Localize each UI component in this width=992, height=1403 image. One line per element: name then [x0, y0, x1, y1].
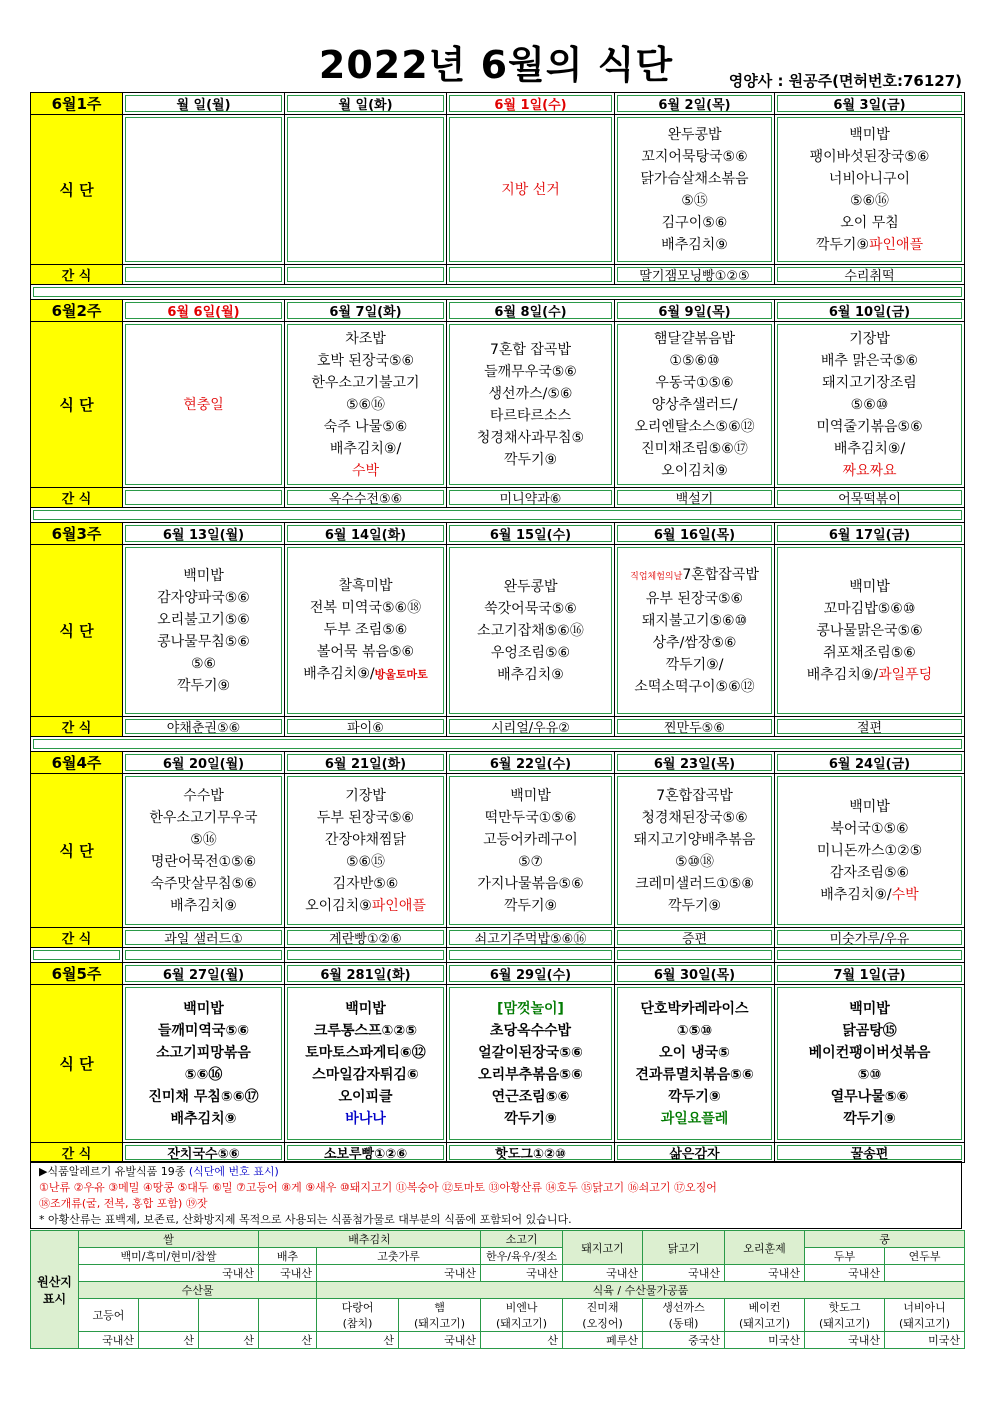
day-date: 6월 6일(월): [123, 300, 285, 322]
day-snack: 잔치국수⑤⑥: [123, 1143, 285, 1163]
menu-item: 들깨무우국⑤⑥: [484, 363, 577, 380]
menu-item: 7혼합잡곡밥: [656, 787, 733, 804]
menu-item: 바나나: [345, 1110, 386, 1127]
day-date: 6월 9일(목): [615, 300, 775, 322]
menu-item: 기장밥: [345, 787, 386, 804]
menu-item: ⑤⑥⑩: [850, 396, 889, 413]
origin-tofu2-sub: 연두부: [885, 1248, 965, 1265]
day-meal: [123, 774, 285, 928]
day-snack: 증편: [615, 928, 775, 948]
day-snack: 절편: [775, 717, 965, 737]
day-snack: 삶은감자: [615, 1143, 775, 1163]
snack-label: 간 식: [31, 265, 123, 285]
origin-bacon: 베이컨 (돼지고기): [725, 1299, 805, 1332]
menu-item: 숙주맛살무침⑤⑥: [150, 875, 257, 892]
origin-mackerel-value: 국내산: [79, 1332, 139, 1349]
day-meal: [123, 985, 285, 1143]
day-snack: 옥수수전⑤⑥: [285, 488, 447, 508]
day-date: 6월 14일(화): [285, 523, 447, 545]
origin-duck: 오리훈제: [725, 1231, 805, 1265]
menu-item: 소고기잡채⑤⑥⑯: [477, 622, 584, 639]
day-date: 6월 30일(목): [615, 963, 775, 985]
day-date: 6월 24일(금): [775, 752, 965, 774]
menu-item: 고등어카레구이: [483, 831, 578, 848]
menu-item: 김자반⑤⑥: [332, 875, 399, 892]
origin-tuna: 다랑어 (참치): [317, 1299, 399, 1332]
menu-item: 김구이⑤⑥: [661, 214, 728, 231]
day-date: 6월 15일(수): [447, 523, 615, 545]
menu-item: 쥐포채조림⑤⑥: [823, 644, 916, 661]
menu-item: 유부 된장국⑤⑥: [645, 590, 744, 607]
origin-side-label: 원산지 표시: [31, 1231, 79, 1349]
origin-pork: 돼지고기: [563, 1231, 643, 1265]
day-snack: 야채춘권⑤⑥: [123, 717, 285, 737]
week-spacer: [31, 508, 965, 523]
allergy-title-note: (식단에 번호 표시): [188, 1165, 279, 1178]
menu-item: 크루통스프①②⑤: [313, 1022, 418, 1039]
menu-item: 깍두기⑨: [503, 451, 558, 468]
menu-item: 과일요플레: [660, 1110, 729, 1127]
menu-item: 우동국①⑤⑥: [655, 374, 734, 391]
day-snack: 백설기: [615, 488, 775, 508]
day-meal: [285, 322, 447, 488]
menu-item: 오이김치⑨: [661, 462, 728, 479]
day-date: 7월 1일(금): [775, 963, 965, 985]
allergy-list-2: ⑱조개류(굴, 전복, 홍합 포함) ⑲잣: [39, 1197, 208, 1210]
meal-label: 식 단: [31, 985, 123, 1143]
menu-item: 꼬마김밥⑤⑥⑩: [823, 600, 916, 617]
menu-item: 현충일: [183, 396, 224, 413]
menu-item: 배추 맑은국⑤⑥: [820, 352, 919, 369]
origin-table: [30, 1230, 965, 1349]
day-meal: [775, 774, 965, 928]
origin-bean: 콩: [805, 1231, 965, 1248]
menu-item: 깍두기⑨: [667, 897, 722, 914]
menu-item: 콩나물무침⑤⑥: [157, 633, 250, 650]
menu-item: 한우소고기무우국: [149, 809, 258, 826]
origin-cabbage-sub: 배추: [259, 1248, 317, 1265]
menu-item: 백미밥: [183, 1000, 224, 1017]
origin-rice-value: 국내산: [79, 1265, 259, 1282]
menu-item: 직업체험의날7혼합잡곡밥: [630, 566, 759, 583]
menu-item: 완두콩밥: [503, 578, 558, 595]
menu-item: 소떡소떡구이⑤⑥⑫: [634, 678, 755, 695]
day-date: 6월 17일(금): [775, 523, 965, 545]
menu-item: 깍두기⑨: [843, 1110, 896, 1127]
meal-label: 식 단: [31, 774, 123, 928]
week-label: 6월4주: [31, 752, 123, 774]
menu-item: 오이피클: [338, 1088, 393, 1105]
week-spacer-cell: [123, 948, 285, 963]
menu-item: 들깨미역국⑤⑥: [157, 1022, 250, 1039]
menu-item: 양상추샐러드/: [651, 396, 738, 413]
day-date: 6월 1일(수): [447, 93, 615, 115]
origin-pepper-sub: 고춧가루: [317, 1248, 481, 1265]
menu-item: 북어국①⑤⑥: [830, 820, 909, 837]
day-meal: [285, 985, 447, 1143]
week-label: 6월2주: [31, 300, 123, 322]
snack-label: 간 식: [31, 488, 123, 508]
meal-label: 식 단: [31, 322, 123, 488]
origin-jinmichae-value: 페루산: [563, 1332, 643, 1349]
origin-bacon-value: 미국산: [725, 1332, 805, 1349]
day-meal: [615, 985, 775, 1143]
menu-item: 명란어묵전①⑤⑥: [150, 853, 257, 870]
week-spacer: [31, 285, 965, 300]
origin-tofu-sub: 두부: [805, 1248, 885, 1265]
day-meal: [285, 774, 447, 928]
menu-item: 차조밥: [345, 330, 386, 347]
menu-item: 백미밥: [510, 787, 551, 804]
origin-rice: 쌀: [79, 1231, 259, 1248]
day-date: 6월 7일(화): [285, 300, 447, 322]
menu-item: 7혼합 잡곡밥: [490, 341, 571, 358]
origin-seafood: 수산물: [79, 1282, 317, 1299]
menu-item: 콩나물맑은국⑤⑥: [816, 622, 923, 639]
allergy-list: ①난류 ②우유 ③메밀 ④땅콩 ⑤대두 ⑥밀 ⑦고등어 ⑧게 ⑨새우 ⑩돼지고기 ⑪복숭아 ⑫토마토 ⑬아황산류 ⑭호두 ⑮닭고기 ⑯쇠고기 ⑰오징어: [39, 1181, 717, 1194]
menu-item: ⑤⑮: [681, 192, 708, 209]
menu-item: 배추김치⑨/과일푸딩: [806, 666, 933, 683]
nutritionist-info: 영양사 : 원공주(면허번호:76127): [728, 72, 962, 90]
menu-item: 오이 냉국⑤: [659, 1044, 730, 1061]
menu-item: 백미밥: [849, 798, 890, 815]
day-meal: [447, 774, 615, 928]
day-date: 6월 22일(수): [447, 752, 615, 774]
day-snack: 어묵떡볶이: [775, 488, 965, 508]
menu-item: ①⑤⑥⑩: [669, 352, 720, 369]
origin-fishcutlet-value: 중국산: [643, 1332, 725, 1349]
day-meal: [615, 545, 775, 717]
day-date: 6월 2일(목): [615, 93, 775, 115]
day-snack: [123, 488, 285, 508]
origin-beef-sub: 한우/육우/젖소: [481, 1248, 563, 1265]
menu-item: 백미밥: [183, 567, 224, 584]
origin-processed: 식육 / 수산물가공품: [317, 1282, 965, 1299]
menu-item: 오리불고기⑤⑥: [157, 611, 250, 628]
day-snack: 파이⑥: [285, 717, 447, 737]
snack-label: 간 식: [31, 928, 123, 948]
snack-label: 간 식: [31, 717, 123, 737]
day-snack: 꿀송편: [775, 1143, 965, 1163]
menu-item: ⑤⑯: [190, 831, 217, 848]
menu-item: 간장야채찜닭: [324, 831, 407, 848]
menu-item: 깍두기⑨/: [665, 656, 724, 673]
origin-tuna-value: 산: [317, 1332, 399, 1349]
menu-item: 배추김치⑨: [497, 666, 564, 683]
day-snack: 찐만두⑤⑥: [615, 717, 775, 737]
meal-label: 식 단: [31, 545, 123, 717]
origin-mackerel: 고등어: [79, 1299, 139, 1332]
menu-item: 베이컨팽이버섯볶음: [808, 1044, 931, 1061]
menu-item: 타르타르소스: [489, 407, 572, 424]
day-snack: 시리얼/우유②: [447, 717, 615, 737]
menu-item: 팽이바섯된장국⑤⑥: [809, 148, 930, 165]
menu-item: ⑤⑥⑯: [345, 396, 386, 413]
menu-item: 볼어묵 볶음⑤⑥: [316, 644, 415, 660]
menu-item: 견과류멸치볶음⑤⑥: [635, 1066, 754, 1083]
meal-label: 식 단: [31, 115, 123, 265]
origin-chicken-value: 국내산: [643, 1265, 725, 1282]
allergy-title: ▶식품알레르기 유발식품 19종: [39, 1165, 186, 1178]
origin-tofu-value: 국내산: [805, 1265, 885, 1282]
origin-pepper-value: 국내산: [317, 1265, 481, 1282]
origin-jinmichae: 진미채 (오징어): [563, 1299, 643, 1332]
day-meal: [775, 115, 965, 265]
menu-item: ⑤⑥⑯: [849, 192, 890, 209]
menu-item: ⑤⑥: [190, 655, 217, 672]
day-date: 6월 27일(월): [123, 963, 285, 985]
menu-item: 우엉조림⑤⑥: [490, 644, 571, 661]
origin-beef: 소고기: [481, 1231, 563, 1248]
menu-item: 깍두기⑨파인애플: [815, 236, 924, 253]
week-spacer-cell: [447, 948, 615, 963]
menu-item: 스마일감자튀김⑥: [312, 1066, 419, 1083]
week-spacer-cell: [615, 948, 775, 963]
menu-item: ①⑤⑩: [676, 1022, 713, 1039]
origin-cabbage-value: 국내산: [259, 1265, 317, 1282]
menu-item: 백미밥: [849, 126, 890, 143]
menu-item: 깍두기⑨: [176, 677, 231, 694]
menu-item: 열무나물⑤⑥: [830, 1088, 909, 1105]
menu-item: 짜요짜요: [842, 462, 897, 479]
menu-item: 수수밥: [183, 787, 224, 804]
menu-item: 오리엔탈소스⑤⑥⑫: [634, 418, 755, 435]
allergy-footnote: * 아황산류는 표백제, 보존료, 산화방지제 목적으로 사용되는 식품첨가물로 대부분의 식품에 포함되어 있습니다.: [39, 1213, 572, 1226]
menu-item: ⑤⑥⑯: [184, 1066, 223, 1083]
day-meal: [447, 322, 615, 488]
week-spacer: [31, 737, 965, 752]
day-date: 6월 29일(수): [447, 963, 615, 985]
menu-item: 닭가슴살채소볶음: [640, 170, 749, 187]
origin-duck-value: 국내산: [725, 1265, 805, 1282]
menu-item: 호박 된장국⑤⑥: [316, 352, 415, 369]
week-label: 6월5주: [31, 963, 123, 985]
origin-a-value: 산: [139, 1332, 199, 1349]
menu-item: ⑤⑩: [857, 1066, 882, 1083]
page-title: 2022년 6월의 식단: [318, 43, 674, 87]
origin-chicken: 닭고기: [643, 1231, 725, 1265]
menu-item: 오리부추볶음⑤⑥: [478, 1066, 583, 1083]
day-meal: [615, 774, 775, 928]
menu-item: 감자양파국⑤⑥: [157, 589, 250, 606]
menu-item: 한우소고기불고기: [311, 374, 420, 391]
day-meal: [447, 545, 615, 717]
menu-item: 토마토스파게티⑥⑫: [305, 1044, 426, 1061]
day-snack: 소보루빵①②⑥: [285, 1143, 447, 1163]
menu-item: 돼지고기장조림: [822, 374, 917, 391]
day-date: 6월 8일(수): [447, 300, 615, 322]
menu-item: 햄달걀볶음밥: [653, 330, 736, 347]
menu-item: 감자조림⑤⑥: [829, 864, 910, 881]
week-spacer-cell: [775, 948, 965, 963]
menu-item: 배추김치⑨: [170, 1110, 237, 1127]
menu-item: 두부 조림⑤⑥: [323, 622, 408, 638]
menu-item: 찰흑미밥: [338, 578, 393, 594]
day-snack: 딸기잼모닝빵①②⑤: [615, 265, 775, 285]
day-meal: [447, 115, 615, 265]
menu-item: 너비아니구이: [828, 170, 911, 187]
menu-item: 지방 선거: [501, 181, 560, 198]
day-date: 6월 13일(월): [123, 523, 285, 545]
menu-item: 진미채 무침⑤⑥⑰: [148, 1088, 259, 1105]
menu-item: 초당옥수수밥: [489, 1022, 572, 1039]
menu-item: [맘껏놀이]: [497, 1000, 564, 1017]
menu-item: 배추김치⑨: [170, 897, 237, 914]
week-spacer: [31, 948, 123, 963]
menu-item: 진미채조림⑤⑥⑰: [641, 440, 748, 457]
menu-item: 오이 무침: [840, 214, 899, 231]
menu-item: 백미밥: [345, 1000, 386, 1017]
day-snack: 수리취떡: [775, 265, 965, 285]
menu-item: 청경채된장국⑤⑥: [641, 809, 748, 826]
day-meal: [615, 115, 775, 265]
menu-item: 깍두기⑨: [668, 1088, 721, 1105]
day-meal: [285, 115, 447, 265]
origin-kimchi: 배추김치: [259, 1231, 481, 1248]
day-date: 6월 21일(화): [285, 752, 447, 774]
menu-item: ⑤⑦: [517, 853, 544, 870]
day-snack: 쇠고기주먹밥⑤⑥⑯: [447, 928, 615, 948]
origin-tofu2-value: [885, 1265, 965, 1282]
day-date: 월 일(월): [123, 93, 285, 115]
menu-item: 생선까스/⑤⑥: [488, 385, 573, 402]
menu-item: 수박: [351, 462, 380, 479]
day-meal: [447, 985, 615, 1143]
menu-item: 돼지고기양배추볶음: [633, 831, 756, 848]
origin-b-value: 산: [199, 1332, 259, 1349]
menu-item: 숙주 나물⑤⑥: [323, 418, 408, 435]
day-snack: [447, 265, 615, 285]
day-meal: [775, 985, 965, 1143]
origin-neobiani: 너비아니 (돼지고기): [885, 1299, 965, 1332]
origin-rice-sub: 백미/흑미/현미/찹쌀: [79, 1248, 259, 1265]
week-label: 6월3주: [31, 523, 123, 545]
origin-ham: 햄 (돼지고기): [399, 1299, 481, 1332]
menu-item: 미니돈까스①②⑤: [816, 842, 923, 859]
origin-hotdog-value: 국내산: [805, 1332, 885, 1349]
menu-item: 꼬지어묵탕국⑤⑥: [641, 148, 748, 165]
menu-item: ⑤⑩⑱: [674, 853, 715, 870]
day-meal: [123, 322, 285, 488]
menu-item: 완두콩밥: [667, 126, 722, 143]
day-meal: [615, 322, 775, 488]
snack-label: 간 식: [31, 1143, 123, 1163]
day-snack: 미숫가루/우유: [775, 928, 965, 948]
menu-item: 돼지불고기⑤⑥⑩: [641, 612, 748, 629]
day-snack: 미니약과⑥: [447, 488, 615, 508]
menu-item: 청경채사과무침⑤: [476, 429, 585, 446]
day-snack: 핫도그①②⑩: [447, 1143, 615, 1163]
origin-hotdog: 핫도그 (돼지고기): [805, 1299, 885, 1332]
menu-item: 소고기피망볶음: [156, 1044, 251, 1061]
day-meal: [775, 322, 965, 488]
day-snack: [123, 265, 285, 285]
menu-item: 배추김치⑨/방울토마토: [303, 666, 428, 682]
menu-item: 두부 된장국⑤⑥: [316, 809, 415, 826]
menu-item: 배추김치⑨/: [833, 440, 906, 457]
menu-item: 쑥갓어묵국⑤⑥: [484, 600, 577, 617]
origin-ham-value: 국내산: [399, 1332, 481, 1349]
day-date: 6월 10일(금): [775, 300, 965, 322]
origin-fishcutlet: 생선까스 (동태): [643, 1299, 725, 1332]
day-meal: [123, 545, 285, 717]
day-date: 6월 23일(목): [615, 752, 775, 774]
origin-blank-c: [259, 1299, 317, 1332]
menu-table: [30, 92, 965, 1163]
day-snack: 계란빵①②⑥: [285, 928, 447, 948]
menu-item: 깍두기⑨: [504, 1110, 557, 1127]
menu-item: 백미밥: [849, 578, 890, 595]
origin-beef-value: 국내산: [481, 1265, 563, 1282]
menu-item: 배추김치⑨: [661, 236, 728, 253]
menu-item: 떡만두국①⑤⑥: [484, 809, 577, 826]
day-date: 6월 16일(목): [615, 523, 775, 545]
menu-item: 배추김치⑨/수박: [820, 886, 919, 903]
day-date: 월 일(화): [285, 93, 447, 115]
origin-neobiani-value: 미국산: [885, 1332, 965, 1349]
menu-item: 오이김치⑨파인애플: [305, 897, 426, 914]
origin-vienna: 비엔나 (돼지고기): [481, 1299, 563, 1332]
menu-item: 연근조림⑤⑥: [491, 1088, 570, 1105]
day-meal: [285, 545, 447, 717]
day-date: 6월 20일(월): [123, 752, 285, 774]
day-snack: [285, 265, 447, 285]
day-snack: 과일 샐러드①: [123, 928, 285, 948]
menu-item: 백미밥: [849, 1000, 890, 1017]
menu-item: 미역줄기볶음⑤⑥: [816, 418, 923, 435]
menu-item: 기장밥: [849, 330, 890, 347]
menu-item: 닭곰탕⑮: [842, 1022, 897, 1039]
day-meal: [123, 115, 285, 265]
origin-blank-b: [199, 1299, 259, 1332]
menu-item: 가지나물볶음⑤⑥: [477, 875, 584, 892]
origin-pork-value: 국내산: [563, 1265, 643, 1282]
menu-item: 상추/쌈장⑤⑥: [652, 634, 737, 651]
day-date: 6월 3일(금): [775, 93, 965, 115]
menu-item: 배추김치⑨/: [329, 440, 402, 457]
menu-item: 전복 미역국⑤⑥⑱: [309, 600, 422, 616]
allergy-notes: [30, 1161, 962, 1229]
day-meal: [775, 545, 965, 717]
week-label: 6월1주: [31, 93, 123, 115]
menu-item: 깍두기⑨: [503, 897, 558, 914]
week-spacer-cell: [285, 948, 447, 963]
menu-item: ⑤⑥⑮: [345, 853, 386, 870]
menu-item: 단호박카레라이스: [640, 1000, 749, 1017]
origin-vienna-value: 산: [481, 1332, 563, 1349]
menu-item: 얼갈이된장국⑤⑥: [478, 1044, 583, 1061]
menu-item: 크레미샐러드①⑤⑧: [635, 875, 754, 892]
origin-c-value: 산: [259, 1332, 317, 1349]
origin-blank-a: [139, 1299, 199, 1332]
day-date: 6월 281일(화): [285, 963, 447, 985]
